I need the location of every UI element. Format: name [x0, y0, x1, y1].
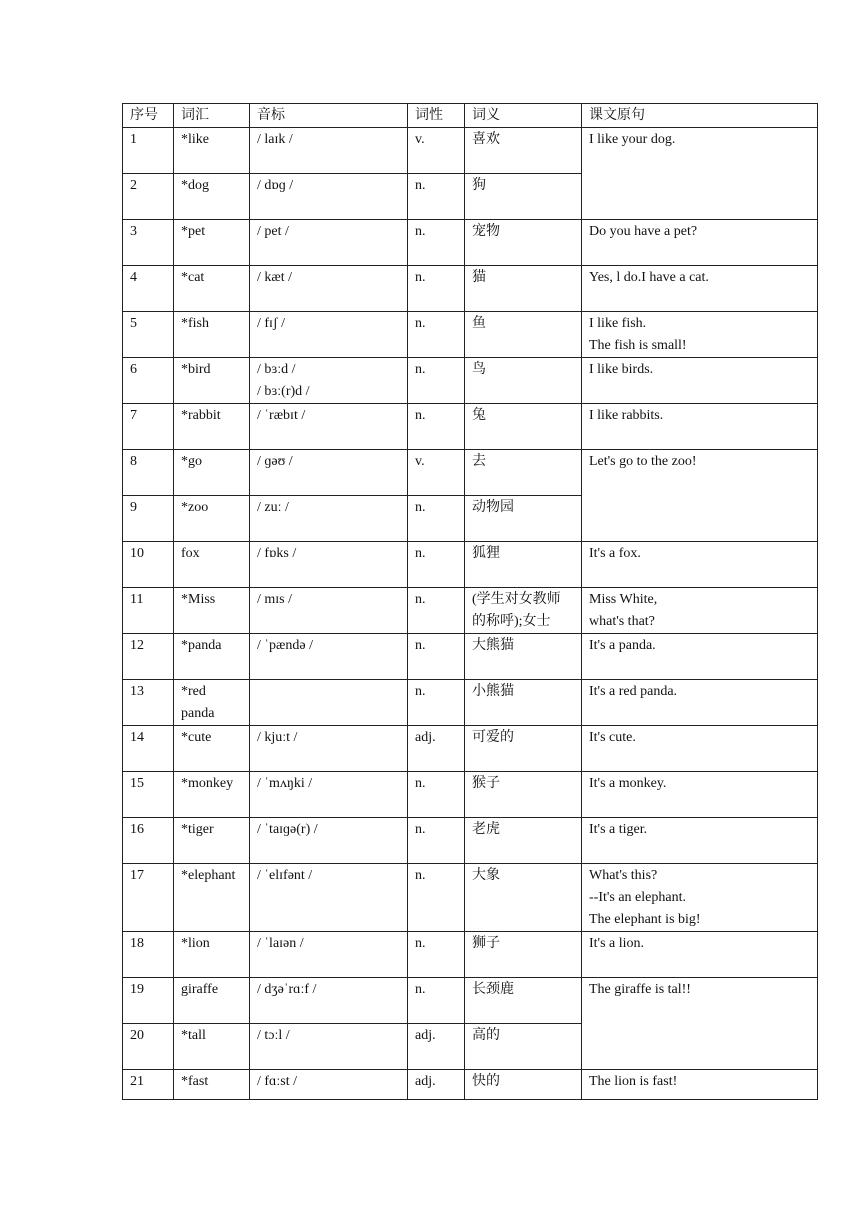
cell-no: 21	[123, 1070, 174, 1100]
cell-pos: n.	[408, 220, 465, 266]
cell-word: *like	[174, 128, 250, 174]
table-row	[123, 542, 818, 588]
cell-meaning: 宠物	[465, 220, 582, 266]
cell-no: 6	[123, 358, 174, 404]
cell-no: 4	[123, 266, 174, 312]
phonetic-line: / ˈtaɪɡə(r) /	[257, 822, 318, 837]
cell-phonetic	[250, 726, 408, 772]
sentence-line: What's this?	[589, 868, 658, 883]
cell-word: *cat	[174, 266, 250, 312]
cell-pos: n.	[408, 312, 465, 358]
table-row	[123, 1070, 818, 1100]
cell-pos: adj.	[408, 726, 465, 772]
table-row	[123, 312, 818, 358]
cell-phonetic	[250, 772, 408, 818]
table-row	[123, 404, 818, 450]
cell-no: 14	[123, 726, 174, 772]
cell-word: *lion	[174, 932, 250, 978]
cell-pos: v.	[408, 450, 465, 496]
cell-pos: n.	[408, 818, 465, 864]
sentence-line: I like rabbits.	[589, 408, 664, 423]
sentence-line: It's a fox.	[589, 546, 641, 561]
cell-word: *monkey	[174, 772, 250, 818]
sentence-line: It's a red panda.	[589, 684, 678, 699]
cell-pos: n.	[408, 932, 465, 978]
cell-pos: adj.	[408, 1024, 465, 1070]
cell-meaning: 大熊猫	[465, 634, 582, 680]
phonetic-line: / ˈmʌŋki /	[257, 776, 313, 791]
header-sentence: 课文原句	[582, 104, 818, 128]
phonetic-line: / pet /	[257, 224, 289, 239]
phonetic-line: / dɒɡ /	[257, 178, 294, 193]
cell-meaning: 喜欢	[465, 128, 582, 174]
phonetic-line: / kæt /	[257, 270, 293, 285]
cell-meaning: 大象	[465, 864, 582, 932]
header-meaning: 词义	[465, 104, 582, 128]
cell-word: *fish	[174, 312, 250, 358]
cell-sentence	[582, 128, 818, 220]
cell-word: *pet	[174, 220, 250, 266]
cell-pos: n.	[408, 634, 465, 680]
cell-word: *tall	[174, 1024, 250, 1070]
vocabulary-body	[123, 128, 818, 1100]
cell-no: 5	[123, 312, 174, 358]
sentence-line: The elephant is big!	[589, 912, 701, 927]
table-row	[123, 864, 818, 932]
cell-sentence	[582, 680, 818, 726]
cell-meaning: 可爱的	[465, 726, 582, 772]
cell-word: *elephant	[174, 864, 250, 932]
cell-pos: n.	[408, 358, 465, 404]
cell-no: 18	[123, 932, 174, 978]
cell-meaning: 去	[465, 450, 582, 496]
phonetic-line: / dʒəˈrɑːf /	[257, 982, 317, 997]
table-row	[123, 358, 818, 404]
cell-pos: adj.	[408, 1070, 465, 1100]
cell-sentence	[582, 450, 818, 542]
cell-phonetic	[250, 358, 408, 404]
cell-sentence	[582, 220, 818, 266]
cell-pos: n.	[408, 174, 465, 220]
phonetic-line: / fɒks /	[257, 546, 297, 561]
cell-meaning: 快的	[465, 1070, 582, 1100]
cell-meaning: 狗	[465, 174, 582, 220]
cell-phonetic	[250, 1024, 408, 1070]
cell-no: 11	[123, 588, 174, 634]
cell-pos: n.	[408, 542, 465, 588]
phonetic-line: / fɑːst /	[257, 1074, 297, 1089]
cell-sentence	[582, 358, 818, 404]
cell-pos: n.	[408, 404, 465, 450]
table-row	[123, 978, 818, 1024]
cell-word: *panda	[174, 634, 250, 680]
table-row	[123, 588, 818, 634]
sentence-line: It's a monkey.	[589, 776, 667, 791]
sentence-line: Yes, l do.I have a cat.	[589, 270, 709, 285]
table-row	[123, 220, 818, 266]
cell-word: giraffe	[174, 978, 250, 1024]
cell-sentence	[582, 772, 818, 818]
cell-no: 10	[123, 542, 174, 588]
cell-word: *dog	[174, 174, 250, 220]
cell-phonetic	[250, 174, 408, 220]
cell-phonetic	[250, 496, 408, 542]
phonetic-line: / fɪʃ /	[257, 316, 285, 331]
cell-no: 19	[123, 978, 174, 1024]
cell-phonetic	[250, 864, 408, 932]
cell-phonetic	[250, 542, 408, 588]
table-row	[123, 266, 818, 312]
cell-word: *go	[174, 450, 250, 496]
table-row	[123, 772, 818, 818]
cell-word: *fast	[174, 1070, 250, 1100]
cell-phonetic	[250, 818, 408, 864]
cell-no: 20	[123, 1024, 174, 1070]
cell-no: 15	[123, 772, 174, 818]
sentence-line: I like fish.	[589, 316, 647, 331]
cell-pos: v.	[408, 128, 465, 174]
cell-sentence	[582, 978, 818, 1070]
cell-word: *bird	[174, 358, 250, 404]
cell-no: 7	[123, 404, 174, 450]
cell-meaning: 长颈鹿	[465, 978, 582, 1024]
cell-meaning: 动物园	[465, 496, 582, 542]
sentence-line: what's that?	[589, 614, 655, 629]
table-row	[123, 634, 818, 680]
cell-pos: n.	[408, 680, 465, 726]
cell-meaning: 猫	[465, 266, 582, 312]
cell-sentence	[582, 932, 818, 978]
sentence-line: The fish is small!	[589, 338, 687, 353]
sentence-line: I like birds.	[589, 362, 654, 377]
phonetic-line: / ɡəʊ /	[257, 454, 293, 469]
cell-phonetic	[250, 1070, 408, 1100]
cell-sentence	[582, 312, 818, 358]
cell-meaning: 猴子	[465, 772, 582, 818]
cell-no: 1	[123, 128, 174, 174]
cell-meaning: 老虎	[465, 818, 582, 864]
header-row	[123, 104, 818, 128]
sentence-line: Miss White,	[589, 592, 658, 607]
cell-word: *zoo	[174, 496, 250, 542]
cell-sentence	[582, 864, 818, 932]
header-pos: 词性	[408, 104, 465, 128]
table-row	[123, 726, 818, 772]
cell-no: 13	[123, 680, 174, 726]
cell-phonetic	[250, 220, 408, 266]
cell-meaning: 狮子	[465, 932, 582, 978]
cell-phonetic	[250, 312, 408, 358]
cell-no: 17	[123, 864, 174, 932]
header-no: 序号	[123, 104, 174, 128]
phonetic-line: / laɪk /	[257, 132, 293, 147]
sentence-line: It's a lion.	[589, 936, 645, 951]
cell-pos: n.	[408, 864, 465, 932]
cell-word: *Miss	[174, 588, 250, 634]
table-row	[123, 932, 818, 978]
sentence-line: It's cute.	[589, 730, 636, 745]
cell-phonetic	[250, 450, 408, 496]
cell-sentence	[582, 1070, 818, 1100]
header-phonetic: 音标	[250, 104, 408, 128]
phonetic-line: / tɔːl /	[257, 1028, 290, 1043]
sentence-line: I like your dog.	[589, 132, 676, 147]
phonetic-line: / kjuːt /	[257, 730, 298, 745]
sentence-line: It's a panda.	[589, 638, 656, 653]
cell-phonetic	[250, 932, 408, 978]
sentence-line: Let's go to the zoo!	[589, 454, 697, 469]
cell-no: 12	[123, 634, 174, 680]
table-row	[123, 450, 818, 496]
phonetic-line: / bɜː(r)d /	[257, 384, 310, 399]
cell-sentence	[582, 266, 818, 312]
cell-phonetic	[250, 404, 408, 450]
cell-sentence	[582, 726, 818, 772]
phonetic-line: / zuː /	[257, 500, 289, 515]
cell-sentence	[582, 404, 818, 450]
sentence-line: It's a tiger.	[589, 822, 648, 837]
cell-meaning: 鸟	[465, 358, 582, 404]
cell-meaning: 鱼	[465, 312, 582, 358]
cell-word: fox	[174, 542, 250, 588]
cell-phonetic	[250, 588, 408, 634]
cell-sentence	[582, 634, 818, 680]
phonetic-line: / ˈelɪfənt /	[257, 868, 313, 883]
cell-sentence	[582, 818, 818, 864]
cell-phonetic	[250, 128, 408, 174]
phonetic-line: / bɜːd /	[257, 362, 296, 377]
cell-meaning: 狐狸	[465, 542, 582, 588]
table-row	[123, 680, 818, 726]
cell-word: *tiger	[174, 818, 250, 864]
cell-meaning: 小熊猫	[465, 680, 582, 726]
cell-sentence	[582, 542, 818, 588]
cell-word: *rabbit	[174, 404, 250, 450]
cell-meaning: (学生对女教师的称呼);女士	[465, 588, 582, 634]
vocabulary-table	[122, 103, 818, 1100]
cell-no: 2	[123, 174, 174, 220]
cell-no: 16	[123, 818, 174, 864]
cell-phonetic	[250, 634, 408, 680]
phonetic-line: / ˈræbɪt /	[257, 408, 306, 423]
sentence-line: The lion is fast!	[589, 1074, 678, 1089]
table-row	[123, 128, 818, 174]
cell-sentence	[582, 588, 818, 634]
cell-pos: n.	[408, 978, 465, 1024]
header-word: 词汇	[174, 104, 250, 128]
phonetic-line: / ˈpændə /	[257, 638, 313, 653]
table-row	[123, 818, 818, 864]
phonetic-line: / ˈlaɪən /	[257, 936, 304, 951]
cell-pos: n.	[408, 496, 465, 542]
phonetic-line: / mɪs /	[257, 592, 293, 607]
cell-pos: n.	[408, 772, 465, 818]
cell-pos: n.	[408, 266, 465, 312]
cell-phonetic	[250, 978, 408, 1024]
cell-meaning: 高的	[465, 1024, 582, 1070]
cell-word: *cute	[174, 726, 250, 772]
cell-no: 8	[123, 450, 174, 496]
cell-no: 9	[123, 496, 174, 542]
sentence-line: The giraffe is tal!!	[589, 982, 691, 997]
cell-phonetic	[250, 680, 408, 726]
cell-meaning: 兔	[465, 404, 582, 450]
cell-phonetic	[250, 266, 408, 312]
cell-no: 3	[123, 220, 174, 266]
sentence-line: Do you have a pet?	[589, 224, 698, 239]
sentence-line: --It's an elephant.	[589, 890, 686, 905]
cell-pos: n.	[408, 588, 465, 634]
cell-word: *red panda	[174, 680, 250, 726]
